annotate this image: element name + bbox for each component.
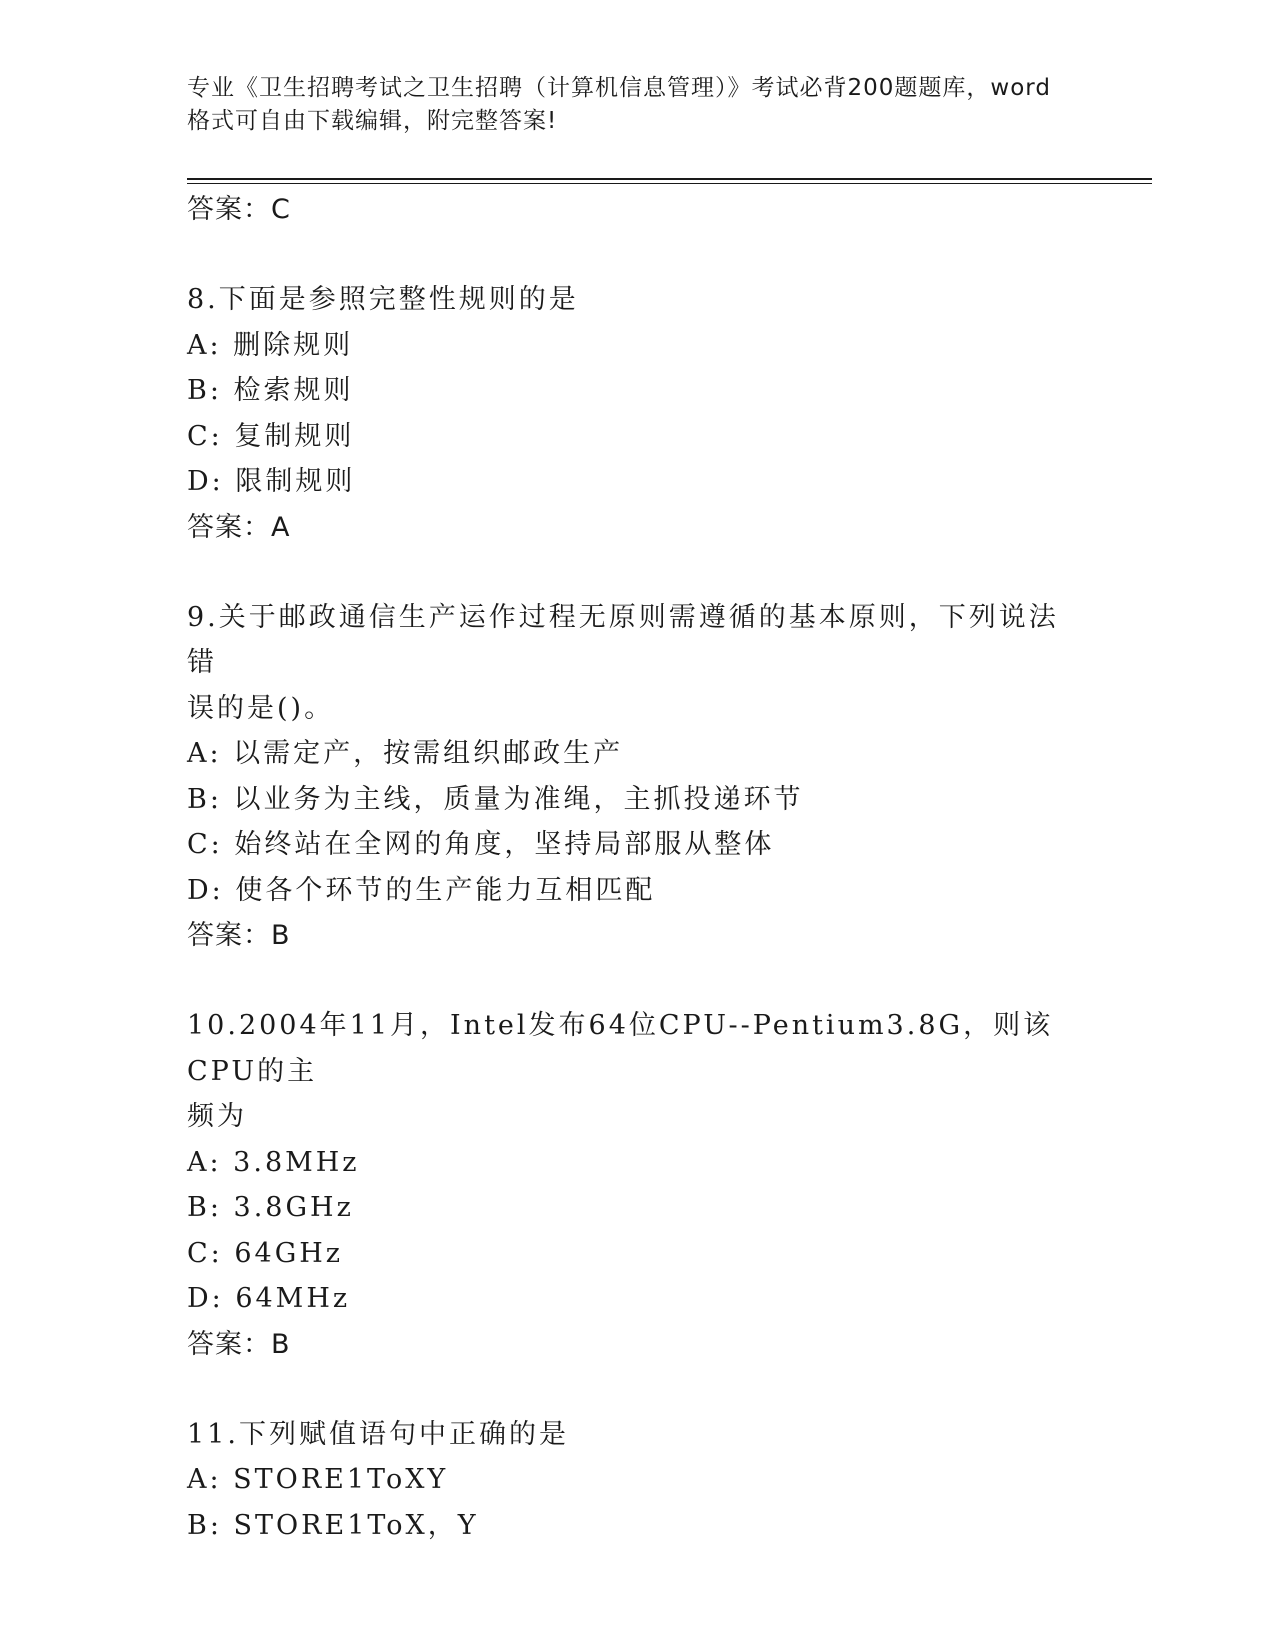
option-d: D: 64MHz — [187, 1283, 351, 1314]
option-a: A: STORE1ToXY — [187, 1464, 449, 1495]
question-text: 8.下面是参照完整性规则的是 — [187, 284, 579, 315]
option-b: B: 检索规则 — [187, 375, 354, 406]
question-11 — [187, 1412, 1087, 1549]
spacer — [187, 233, 1087, 277]
option-a: A: 以需定产，按需组织邮政生产 — [187, 738, 624, 769]
option-b: B: 3.8GHz — [187, 1192, 354, 1223]
option-c: C: 始终站在全网的角度，坚持局部服从整体 — [187, 829, 775, 860]
question-text-line-2: 误的是()。 — [187, 692, 335, 724]
answer-label: 答案：B — [187, 920, 291, 951]
spacer — [187, 551, 1087, 595]
question-9 — [187, 595, 1087, 960]
header-divider-thin — [187, 183, 1152, 184]
spacer — [187, 959, 1087, 1003]
answer-label: 答案：A — [187, 511, 291, 543]
header-line-2: 格式可自由下载编辑，附完整答案! — [187, 108, 558, 134]
header-line-1: 专业《卫生招聘考试之卫生招聘（计算机信息管理）》考试必背200题题库，word — [187, 75, 1051, 101]
option-c: C: 64GHz — [187, 1237, 344, 1269]
option-b: B: STORE1ToX，Y — [187, 1509, 479, 1541]
option-a: A: 3.8MHz — [187, 1146, 360, 1178]
option-a: A: 删除规则 — [187, 329, 354, 361]
question-text-line-1: 9.关于邮政通信生产运作过程无原则需遵循的基本原则，下列说法错 — [187, 601, 1059, 678]
option-c: C: 复制规则 — [187, 420, 355, 452]
header-divider-thick — [187, 178, 1152, 180]
answer-label: 答案：C — [187, 194, 291, 225]
question-content — [187, 187, 1087, 1548]
document-header — [187, 72, 1087, 138]
option-d: D: 使各个环节的生产能力互相匹配 — [187, 874, 656, 906]
question-text-line-1: 10.2004年11月，Intel发布64位CPU--Pentium3.8G，则该CPU的主 — [187, 1010, 1054, 1087]
question-8 — [187, 277, 1087, 551]
question-text: 11.下列赋值语句中正确的是 — [187, 1418, 569, 1450]
option-b: B: 以业务为主线，质量为准绳，主抓投递环节 — [187, 783, 804, 815]
answer-label: 答案：B — [187, 1328, 291, 1360]
option-d: D: 限制规则 — [187, 466, 356, 497]
question-text-line-2: 频为 — [187, 1101, 247, 1132]
spacer — [187, 1368, 1087, 1412]
question-10 — [187, 1003, 1087, 1368]
